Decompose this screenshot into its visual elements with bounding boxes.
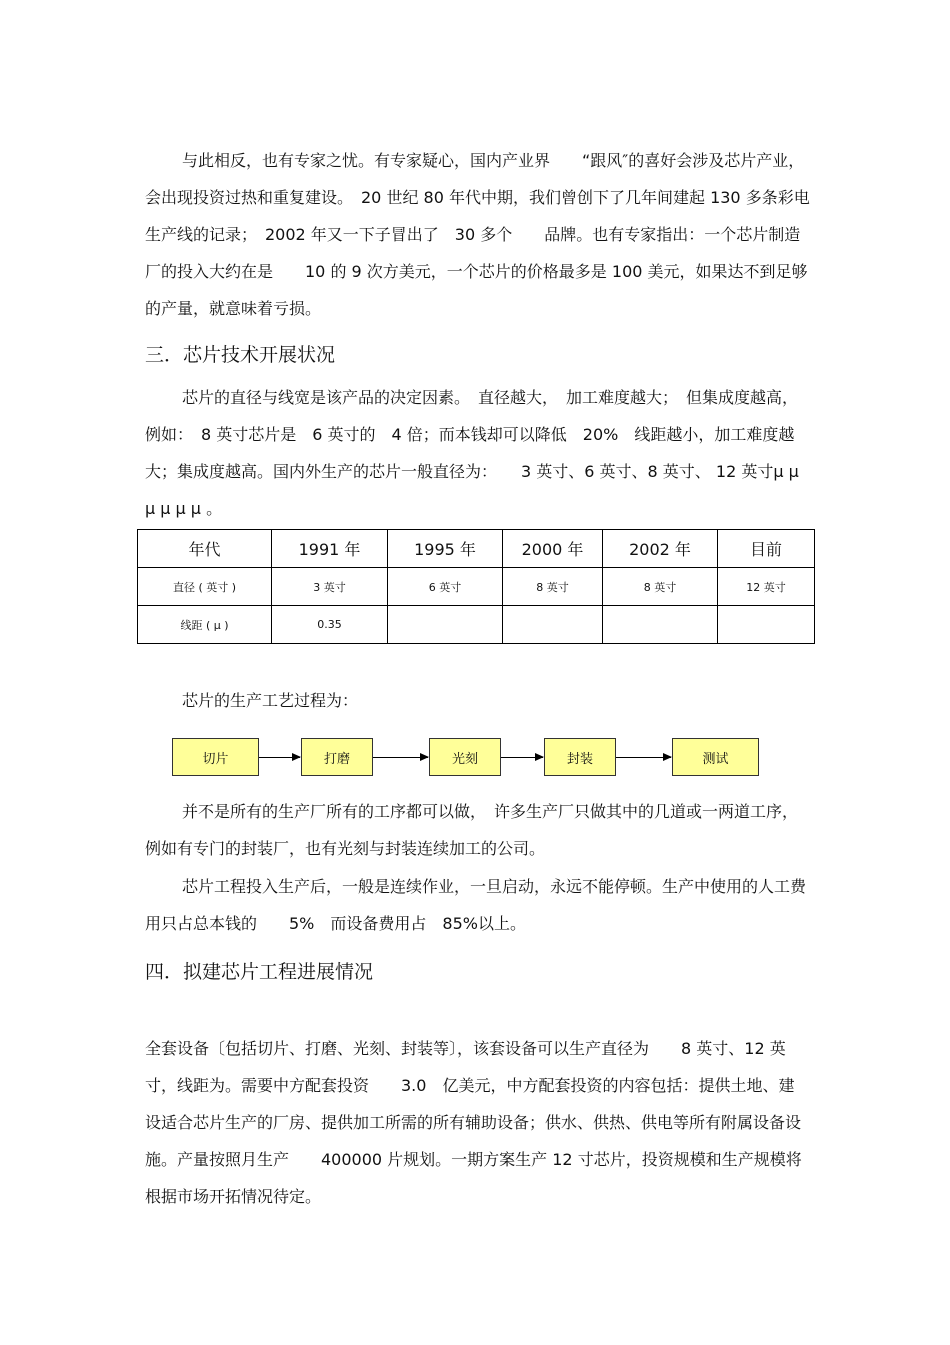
table-cell: 6 英寸 — [388, 568, 503, 606]
table-cell: 直径 ( 英寸 ) — [138, 568, 272, 606]
table-cell: 线距 ( μ ) — [138, 606, 272, 644]
paragraph-equipment-investment: 全套设备〔包括切片、打磨、光刻、封装等〕，该套设备可以生产直径为 8 英寸、12 英寸，线距为。需要中方配套投资 3.0 亿美元，中方配套投资的内容包括：提供土地、建设适合芯片生产的厂房、提供加工所需的所有辅助设备；供水、供热、供电等所有附属设备设施。产量按照月生产 400000 片规划。一期方案生产 12 寸芯片，投资规模和生产规模将根据市场开拓情况待定。 — [145, 1039, 802, 1206]
flow-step-packaging: 封装 — [544, 738, 616, 776]
paragraph-process-intro: 芯片的生产工艺过程为： — [182, 691, 359, 710]
flow-step-testing: 测试 — [672, 738, 759, 776]
table-cell — [503, 606, 603, 644]
flow-arrow — [501, 757, 543, 758]
table-cell: 2000 年 — [503, 530, 603, 568]
flow-arrow — [373, 757, 428, 758]
flow-step-lithography: 光刻 — [429, 738, 501, 776]
table-row-diameter — [138, 568, 815, 606]
flow-step-cutting: 切片 — [172, 738, 259, 776]
flow-arrow — [616, 757, 671, 758]
table-cell: 1995 年 — [388, 530, 503, 568]
table-cell — [388, 606, 503, 644]
table-cell: 12 英寸 — [718, 568, 815, 606]
process-flow-diagram — [0, 738, 950, 780]
flow-arrow — [259, 757, 300, 758]
table-cell: 年代 — [138, 530, 272, 568]
paragraph-expert-concerns: 与此相反，也有专家之忧。有专家疑心，国内产业界 “跟风″的喜好会涉及芯片产业，会出现投资过热和重复建设。 20 世纪 80 年代中期，我们曾创下了几年间建起 130 多条彩电生产线的记录； 2002 年又一下子冒出了 30 多个 品牌。也有专家指出：一个芯片制造厂的投入大约在是 10 的 9 次方美元，一个芯片的价格最多是 100 美元，如果达不到足够的产量，就意味着亏损。 — [145, 151, 810, 318]
table-cell — [718, 606, 815, 644]
flow-step-grinding: 打磨 — [301, 738, 373, 776]
table-row-pitch — [138, 606, 815, 644]
table-header-row — [138, 530, 815, 568]
table-cell: 1991 年 — [272, 530, 388, 568]
table-cell — [603, 606, 718, 644]
table-cell: 8 英寸 — [503, 568, 603, 606]
table-cell: 8 英寸 — [603, 568, 718, 606]
table-cell: 0.35 — [272, 606, 388, 644]
paragraph-continuous-operation: 芯片工程投入生产后，一般是连续作业，一旦启动，永远不能停顿。生产中使用的人工费用只占总本钱的 5% 而设备费用占 85%以上。 — [145, 877, 807, 933]
paragraph-diameter-linewidth: 芯片的直径与线宽是该产品的决定因素。 直径越大， 加工难度越大； 但集成度越高，例如： 8 英寸芯片是 6 英寸的 4 倍；而本钱却可以降低 20% 线距越小，加工难度越大；集成度越高。国内外生产的芯片一般直径为： 3 英寸、6 英寸、8 英寸、 12 英寸μ μ μ μ μ μ 。 — [145, 388, 799, 518]
section-heading-4: 四．拟建芯片工程进展情况 — [145, 961, 374, 983]
section-heading-3: 三．芯片技术开展状况 — [145, 344, 336, 366]
chip-spec-table — [137, 529, 815, 644]
table-cell: 2002 年 — [603, 530, 718, 568]
paragraph-production-steps: 并不是所有的生产厂所有的工序都可以做， 许多生产厂只做其中的几道或一两道工序，例如有专门的封装厂，也有光刻与封装连续加工的公司。 — [145, 802, 799, 858]
table-cell: 3 英寸 — [272, 568, 388, 606]
table-cell: 目前 — [718, 530, 815, 568]
